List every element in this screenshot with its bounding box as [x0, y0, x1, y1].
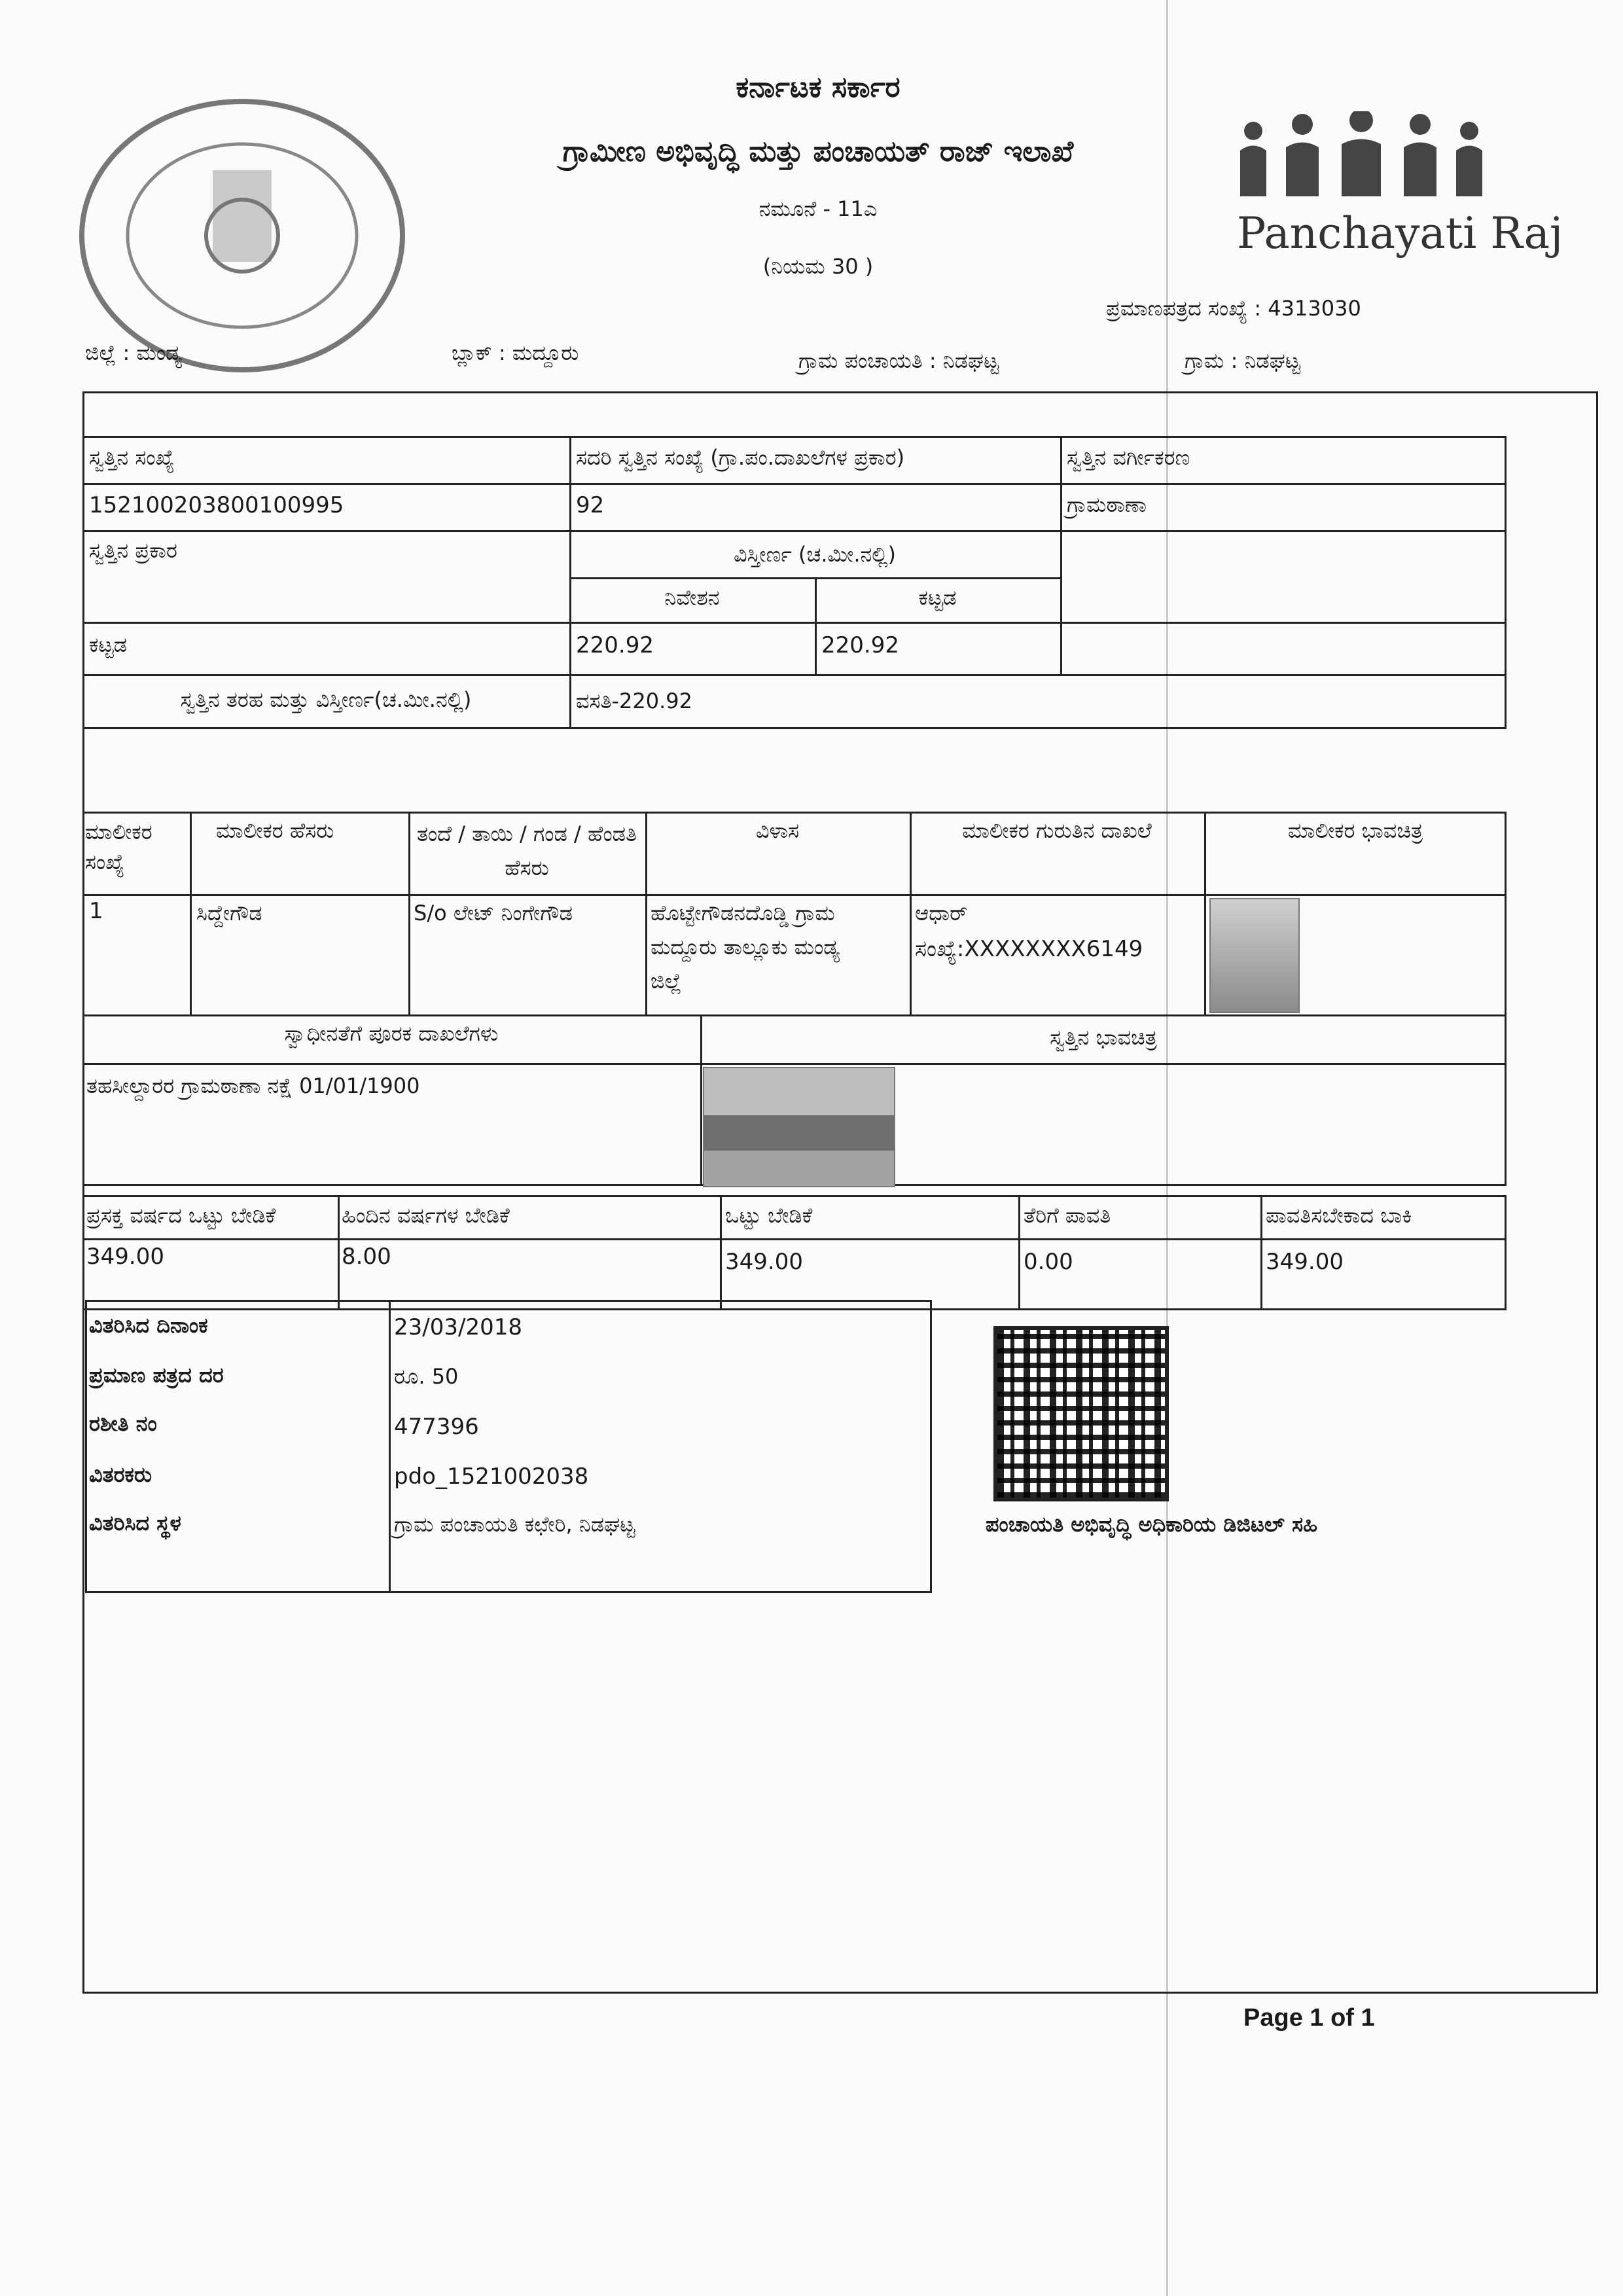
page-number: Page 1 of 1 [1243, 2004, 1375, 2032]
parent-name-header: ತಂದೆ / ತಾಯಿ / ಗಂಡ / ಹೆಂಡತಿ ಹೆಸರು [417, 821, 637, 880]
certificate-fee: ರೂ. 50 [394, 1364, 459, 1389]
form-number: ನಮೂನೆ - 11ಎ [758, 196, 878, 221]
local-number-header: ಸದರಿ ಸ್ವತ್ತಿನ ಸಂಖ್ಯೆ (ಗ್ರಾ.ಪಂ.ದಾಖಲೆಗಳ ಪ್ರಕಾರ) [576, 445, 905, 470]
site-header: ನಿವೇಶನ [664, 585, 720, 610]
rule-number: (ನಿಯಮ 30 ) [762, 254, 874, 279]
property-number: 152100203800100995 [89, 492, 344, 518]
owner-number-header: ಮಾಲೀಕರ ಸಂಖ್ಯೆ [85, 819, 152, 874]
property-number-header: ಸ್ವತ್ತಿನ ಸಂಖ್ಯೆ [89, 445, 175, 470]
total-demand-header: ಒಟ್ಟು ಬೇಡಿಕೆ [725, 1203, 813, 1228]
digital-signature-label: ಪಂಚಾಯತಿ ಅಭಿವೃದ್ಧಿ ಅಧಿಕಾರಿಯ ಡಿಜಿಟಲ್ ಸಹಿ [986, 1512, 1318, 1537]
possession-docs: ತಹಸೀಲ್ದಾರರ ಗ್ರಾಮಠಾಣಾ ನಕ್ಷೆ 01/01/1900 [86, 1073, 420, 1098]
parent-name: S/o ಲೇಟ್ ನಿಂಗೇಗೌಡ [414, 901, 573, 925]
panchayati-raj-logo [1230, 111, 1492, 216]
owner-photo [1209, 898, 1300, 1013]
gram-panchayat-label: ಗ್ರಾಮ ಪಂಚಾಯತಿ : ನಿಡಘಟ್ಟ [798, 348, 999, 373]
certificate-number: ಪ್ರಮಾಣಪತ್ರದ ಸಂಖ್ಯೆ : 4313030 [1106, 296, 1361, 321]
district-label: ಜಿಲ್ಲೆ : ಮಂಡ್ಯ [85, 340, 182, 365]
address-line-3: ಜಿಲ್ಲೆ [651, 969, 682, 994]
building-area: 220.92 [821, 632, 899, 658]
owner-name: ಸಿದ್ದೇಗೌಡ [196, 901, 262, 925]
block-label: ಬ್ಲಾಕ್ : ಮದ್ದೂರು [452, 340, 579, 365]
logo-text: Panchayati Raj [1237, 208, 1563, 259]
previous-demand: 8.00 [342, 1244, 391, 1270]
address-line-1: ಹೊಟ್ಟೇಗೌಡನದೊಡ್ಡಿ ಗ್ರಾಮ [651, 901, 835, 925]
balance: 349.00 [1266, 1249, 1344, 1275]
address-line-2: ಮದ್ದೂರು ತಾಲ್ಲೂಕು ಮಂಡ್ಯ [651, 935, 840, 960]
receipt-number-label: ರಶೀತಿ ನಂ [89, 1411, 157, 1436]
issue-place: ಗ್ರಾಮ ಪಂಚಾಯತಿ ಕಛೇರಿ, ನಿಡಘಟ್ಟ [394, 1512, 635, 1537]
current-demand: 349.00 [86, 1244, 164, 1270]
owner-photo-header: ಮಾಲೀಕರ ಭಾವಚಿತ್ರ [1287, 818, 1423, 843]
balance-header: ಪಾವತಿಸಬೇಕಾದ ಬಾಕಿ [1266, 1203, 1412, 1228]
owner-name-header: ಮಾಲೀಕರ ಹೆಸರು [216, 818, 334, 843]
property-photo [703, 1067, 895, 1187]
issue-date: 23/03/2018 [394, 1314, 522, 1340]
dept-title: ಗ್ರಾಮೀಣ ಅಭಿವೃದ್ಧಿ ಮತ್ತು ಪಂಚಾಯತ್ ರಾಜ್ ಇಲಾಖೆ [562, 135, 1074, 168]
village-label: ಗ್ರಾಮ : ನಿಡಘಟ್ಟ [1185, 348, 1300, 373]
office-seal-stamp [72, 92, 412, 380]
issue-place-label: ವಿತರಿಸಿದ ಸ್ಥಳ [89, 1511, 181, 1535]
area-header: ವಿಸ್ತೀರ್ಣ (ಚ.ಮೀ.ನಲ್ಲಿ) [734, 542, 896, 567]
type-area: ವಸತಿ-220.92 [576, 689, 693, 713]
current-demand-header: ಪ್ರಸಕ್ತ ವರ್ಷದ ಒಟ್ಟು ಬೇಡಿಕೆ [86, 1203, 276, 1228]
property-type-header: ಸ್ವತ್ತಿನ ಪ್ರಕಾರ [89, 538, 177, 563]
address-header: ವಿಳಾಸ [755, 818, 800, 843]
certificate-fee-label: ಪ್ರಮಾಣ ಪತ್ರದ ದರ [89, 1363, 224, 1388]
property-type: ಕಟ್ಟಡ [89, 632, 127, 657]
id-number: ಸಂಖ್ಯೆ:XXXXXXXX6149 [915, 936, 1143, 962]
id-document-header: ಮಾಲೀಕರ ಗುರುತಿನ ದಾಖಲೆ [962, 818, 1152, 843]
classification-header: ಸ್ವತ್ತಿನ ವರ್ಗೀಕರಣ [1067, 445, 1190, 470]
receipt-number: 477396 [394, 1414, 479, 1440]
type-area-header: ಸ್ವತ್ತಿನ ತರಹ ಮತ್ತು ವಿಸ್ತೀರ್ಣ(ಚ.ಮೀ.ನಲ್ಲಿ) [180, 687, 472, 712]
gov-title: ಕರ್ನಾಟಕ ಸರ್ಕಾರ [736, 71, 901, 104]
possession-docs-header: ಸ್ವಾಧೀನತೆಗೆ ಪೂರಕ ದಾಖಲೆಗಳು [284, 1021, 499, 1046]
tax-paid: 0.00 [1024, 1249, 1073, 1275]
owner-number: 1 [89, 898, 103, 924]
issue-date-label: ವಿತರಿಸಿದ ದಿನಾಂಕ [89, 1313, 208, 1338]
issuer-label: ವಿತರಕರು [89, 1462, 152, 1487]
building-header: ಕಟ್ಟಡ [918, 585, 957, 610]
site-area: 220.92 [576, 632, 654, 658]
previous-demand-header: ಹಿಂದಿನ ವರ್ಷಗಳ ಬೇಡಿಕೆ [342, 1203, 510, 1228]
issuer-id: pdo_1521002038 [394, 1463, 589, 1490]
property-photo-header: ಸ್ವತ್ತಿನ ಭಾವಚಿತ್ರ [1050, 1025, 1157, 1050]
tax-paid-header: ತೆರಿಗೆ ಪಾವತಿ [1024, 1203, 1111, 1228]
property-table [82, 436, 1507, 729]
issue-table [85, 1300, 932, 1593]
local-number: 92 [576, 492, 605, 518]
qr-code [993, 1326, 1169, 1501]
classification: ಗ್ರಾಮಠಾಣಾ [1067, 492, 1147, 517]
id-type: ಆಧಾರ್ [915, 901, 968, 925]
total-demand: 349.00 [725, 1249, 803, 1275]
